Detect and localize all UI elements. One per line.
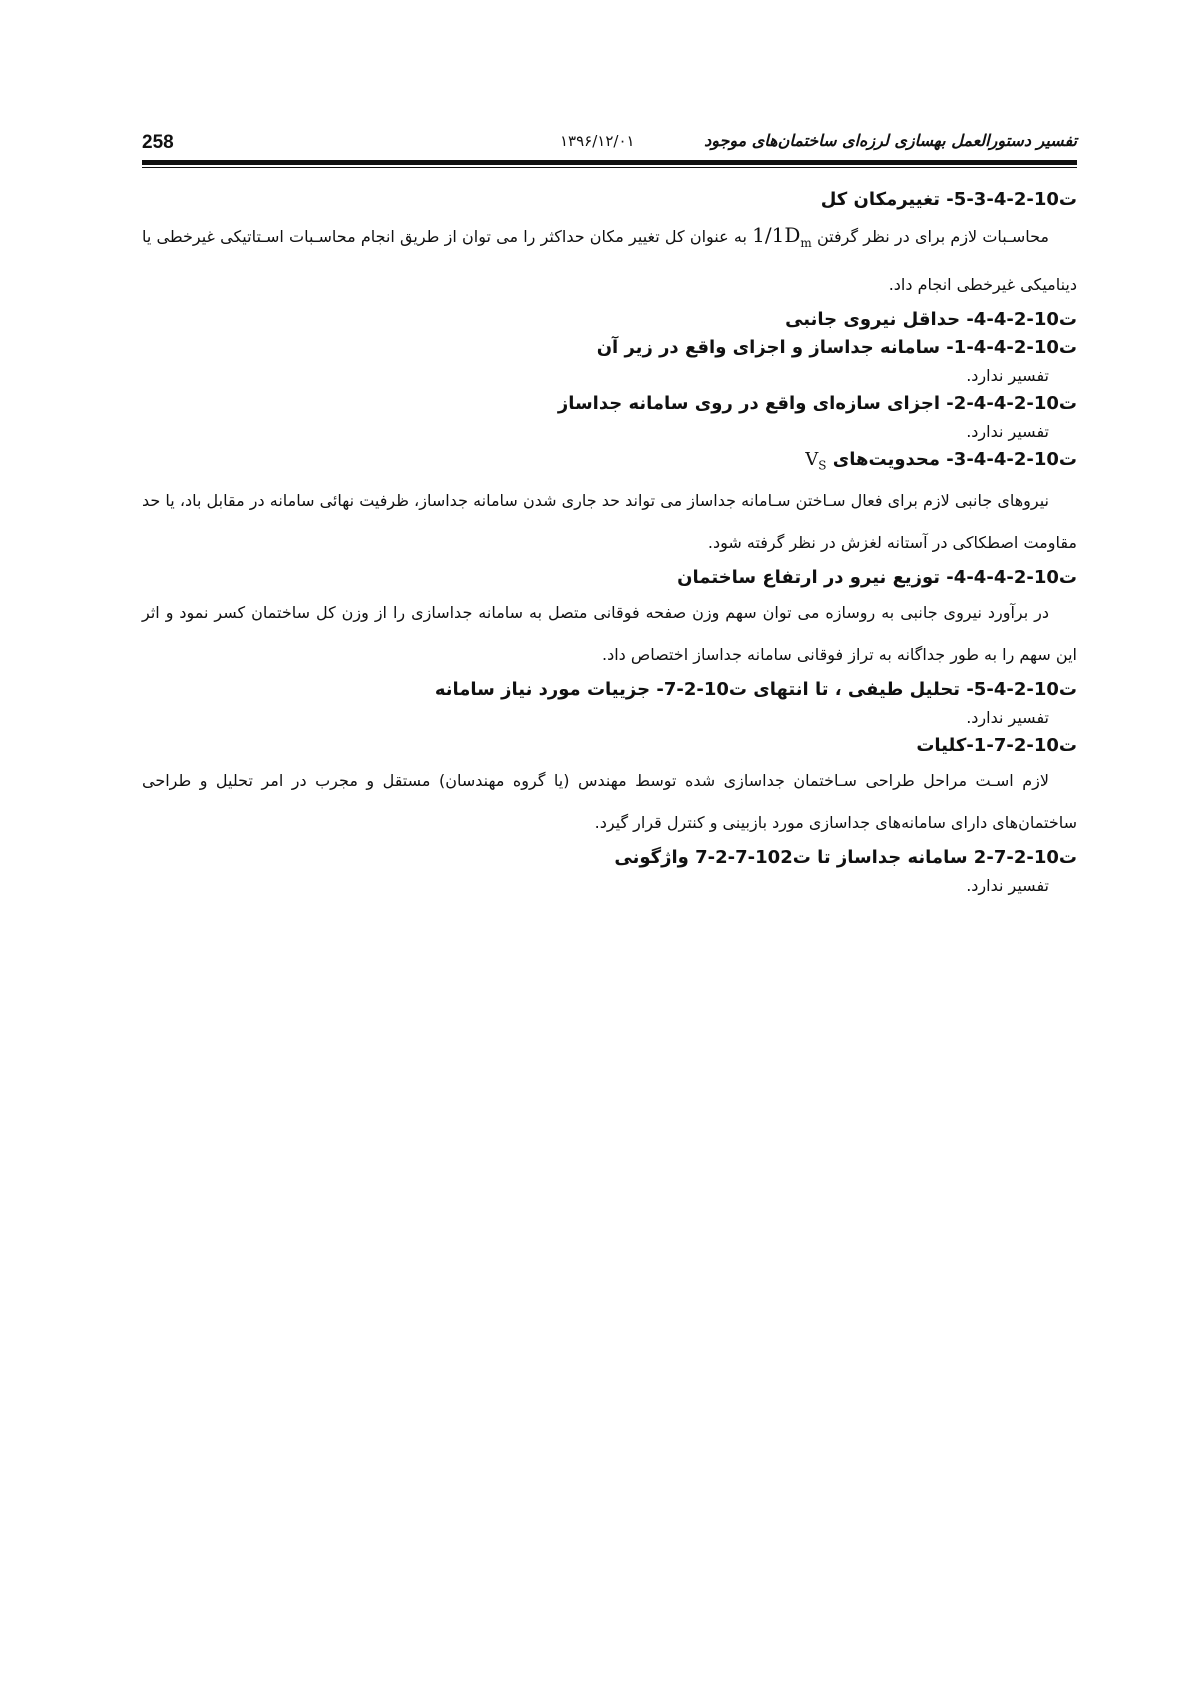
page-header	[142, 128, 1077, 158]
document-body	[142, 186, 1077, 900]
section-spectral-analysis	[142, 676, 1077, 732]
header-rule-thin	[142, 167, 1077, 168]
section-structural-elements-above	[142, 390, 1077, 446]
formula-displacement: $1/1D_m$	[752, 223, 812, 250]
section-heading: ت10-2-4-4-2- اجزای سازه‌ای واقع در روی سامانه جداساز	[557, 393, 1077, 414]
paragraph-text: محاسـبات لازم برای در نظر گرفتن	[816, 227, 1050, 246]
section-heading: ت10-2-4-4-3- محدویت‌های $V_S$	[805, 449, 1077, 473]
section-paragraph	[142, 214, 1077, 306]
section-paragraph: در برآورد نیروی جانبی به روسازه می توان سهم وزن صفحه فوقانی متصل به سامانه جداسازی را از وزن کل ساختمان کسر نمود و اثر این سهم را به طور جداگانه به تراز فوقانی سامانه جداساز اختصاص داد.	[142, 602, 1077, 664]
paragraph-text: به عنوان کل تغییر مکان حداکثر را می توان از طریق انجام محاسـبات اسـتاتیکی غیرخطی یا دینامیکی غیرخطی انجام داد.	[142, 227, 1077, 294]
section-paragraph: لازم اسـت مراحل طراحی سـاختمان جداسازی شده توسط مهندس (یا گروه مهندسان) مستقل و مجرب در امر تحلیل و طراحی ساختمان‌های دارای سامانه‌های جداسازی مورد بازبینی و کنترل قرار گیرد.	[142, 770, 1077, 832]
page-number: 258	[142, 132, 174, 153]
header-title: تفسیر دستورالعمل بهسازی لرزه‌ای ساختمان‌های موجود	[704, 131, 1077, 150]
no-commentary-note: تفسیر ندارد.	[966, 366, 1049, 385]
section-heading: ت10-2-4-4-4- توزیع نیرو در ارتفاع ساختمان	[677, 566, 1077, 588]
section-general	[142, 732, 1077, 844]
section-heading: ت10-2-4-5- تحلیل طیفی ، تا انتهای ت10-2-7- جزییات مورد نیاز سامانه	[434, 678, 1077, 700]
section-isolation-system-below	[142, 334, 1077, 390]
header-rule	[142, 160, 1077, 165]
section-heading: ت10-2-4-3-5- تغییرمکان کل	[820, 189, 1077, 210]
section-heading: ت10-2-4-4-1- سامانه جداساز و اجزای واقع در زیر آن	[596, 337, 1077, 358]
header-date: ۱۳۹۶/۱۲/۰۱	[560, 132, 635, 150]
section-vs-limits	[142, 446, 1077, 564]
no-commentary-note: تفسیر ندارد.	[966, 422, 1049, 441]
formula-vs: $V_S$	[805, 449, 827, 473]
section-heading: ت10-2-4-4- حداقل نیروی جانبی	[785, 309, 1077, 330]
no-commentary-note: تفسیر ندارد.	[966, 875, 1049, 895]
section-force-distribution	[142, 564, 1077, 676]
section-heading: ت10-2-7-1-کلیات	[916, 734, 1077, 756]
section-heading: ت10-2-7-2 سامانه جداساز تا ت102-7-2-7 واژگونی	[614, 846, 1077, 868]
no-commentary-note: تفسیر ندارد.	[966, 707, 1049, 727]
section-total-displacement	[142, 186, 1077, 306]
section-min-lateral-force	[142, 306, 1077, 334]
section-paragraph: نیروهای جانبی لازم برای فعال سـاختن سـامانه جداساز می تواند حد جاری شدن سامانه جداساز، ظرفیت نهائی سامانه در مقابل باد، یا حد مقاومت اصطکاکی در آستانه لغزش در نظر گرفته شود.	[142, 490, 1077, 552]
section-isolation-overturning	[142, 844, 1077, 900]
